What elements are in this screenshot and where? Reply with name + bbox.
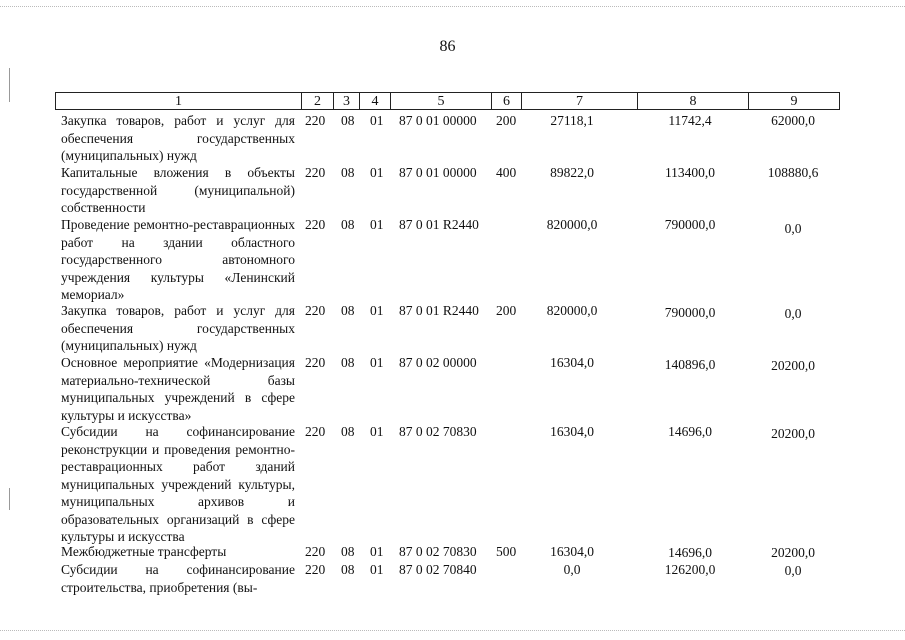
row-col-5: 87 0 02 70840 [399, 562, 477, 577]
row-col-5: 87 0 01 00000 [399, 113, 477, 128]
row-description: Закупка товаров, работ и услуг для обеспечения государственных (муниципальных) нужд [61, 303, 295, 353]
row-col-8: 790000,0 [664, 217, 716, 232]
row-col-5: 87 0 02 00000 [399, 355, 477, 370]
row-col-9: 20200,0 [771, 358, 815, 373]
scan-bottom-rule [0, 630, 905, 632]
row-col-9: 62000,0 [771, 113, 815, 128]
row-col-3: 08 [341, 544, 355, 559]
row-col-3: 08 [341, 113, 355, 128]
row-col-3: 08 [341, 303, 355, 318]
row-col-7: 820000,0 [546, 303, 598, 318]
row-col-6: 200 [496, 303, 517, 318]
row-col-9: 20200,0 [771, 545, 815, 560]
header-col-4: 4 [360, 93, 391, 109]
row-col-2: 220 [305, 165, 326, 180]
row-col-8: 14696,0 [668, 424, 712, 439]
row-description: Проведение ремонтно-реставрационных работ на здании областного государственного автономного учреждения культуры «Ленинский мемориал» [61, 217, 295, 302]
row-col-5: 87 0 02 70830 [399, 544, 477, 559]
row-col-3: 08 [341, 217, 355, 232]
row-col-9: 0,0 [784, 306, 802, 321]
header-col-2: 2 [302, 93, 334, 109]
row-col-7: 16304,0 [550, 544, 594, 559]
scan-margin-mark [9, 68, 10, 102]
row-description: Основное мероприятие «Модернизация материально-технической базы муниципальных учреждений в сфере культуры и искусства» [61, 355, 295, 423]
row-col-7: 89822,0 [550, 165, 594, 180]
row-col-7: 16304,0 [550, 424, 594, 439]
row-col-3: 08 [341, 355, 355, 370]
row-col-3: 08 [341, 424, 355, 439]
table-header [55, 92, 840, 110]
row-col-4: 01 [370, 303, 384, 318]
row-col-8: 113400,0 [664, 165, 716, 180]
row-col-3: 08 [341, 562, 355, 577]
row-col-2: 220 [305, 424, 326, 439]
header-col-7: 7 [522, 93, 638, 109]
row-col-9: 0,0 [784, 563, 802, 578]
row-description: Межбюджетные трансферты [61, 544, 227, 559]
header-col-3: 3 [334, 93, 360, 109]
row-col-5: 87 0 01 R2440 [399, 217, 479, 232]
row-col-2: 220 [305, 303, 326, 318]
header-col-1: 1 [56, 93, 302, 109]
row-col-6: 500 [496, 544, 517, 559]
row-col-9: 20200,0 [771, 426, 815, 441]
row-col-7: 27118,1 [550, 113, 594, 128]
row-col-4: 01 [370, 562, 384, 577]
page-number: 86 [439, 38, 456, 55]
row-col-4: 01 [370, 355, 384, 370]
header-col-8: 8 [638, 93, 749, 109]
row-col-7: 0,0 [563, 562, 581, 577]
row-col-3: 08 [341, 165, 355, 180]
row-col-8: 790000,0 [664, 305, 716, 320]
scan-top-rule [0, 6, 905, 8]
row-description: Субсидии на софинансирование реконструкции и проведения ремонтно-реставрационных работ зданий муниципальных учреждений культуры, муниципальных архивов и образовательных организаций в сфере культуры и искусства [61, 424, 295, 544]
row-col-5: 87 0 01 00000 [399, 165, 477, 180]
row-col-4: 01 [370, 113, 384, 128]
row-col-4: 01 [370, 544, 384, 559]
row-col-8: 14696,0 [668, 545, 712, 560]
row-col-2: 220 [305, 113, 326, 128]
row-col-2: 220 [305, 355, 326, 370]
scan-margin-mark [9, 488, 10, 510]
row-col-2: 220 [305, 562, 326, 577]
row-col-7: 820000,0 [546, 217, 598, 232]
header-col-9: 9 [790, 94, 798, 109]
row-description: Капитальные вложения в объекты государственной (муниципальной) собственности [61, 165, 295, 215]
row-col-8: 11742,4 [668, 113, 712, 128]
row-col-8: 126200,0 [664, 562, 716, 577]
row-col-5: 87 0 02 70830 [399, 424, 477, 439]
row-col-4: 01 [370, 424, 384, 439]
row-col-6: 400 [496, 165, 517, 180]
row-col-9: 108880,6 [767, 165, 819, 180]
header-col-5: 5 [391, 93, 492, 109]
row-col-4: 01 [370, 217, 384, 232]
row-col-2: 220 [305, 217, 326, 232]
header-col-6: 6 [492, 93, 522, 109]
row-col-6: 200 [496, 113, 517, 128]
row-description: Субсидии на софинансирование строительства, приобретения (вы- [61, 562, 295, 595]
row-col-4: 01 [370, 165, 384, 180]
row-col-9: 0,0 [784, 221, 802, 236]
row-description: Закупка товаров, работ и услуг для обеспечения государственных (муниципальных) нужд [61, 113, 295, 163]
row-col-5: 87 0 01 R2440 [399, 303, 479, 318]
row-col-8: 140896,0 [664, 357, 716, 372]
row-col-7: 16304,0 [550, 355, 594, 370]
row-col-2: 220 [305, 544, 326, 559]
